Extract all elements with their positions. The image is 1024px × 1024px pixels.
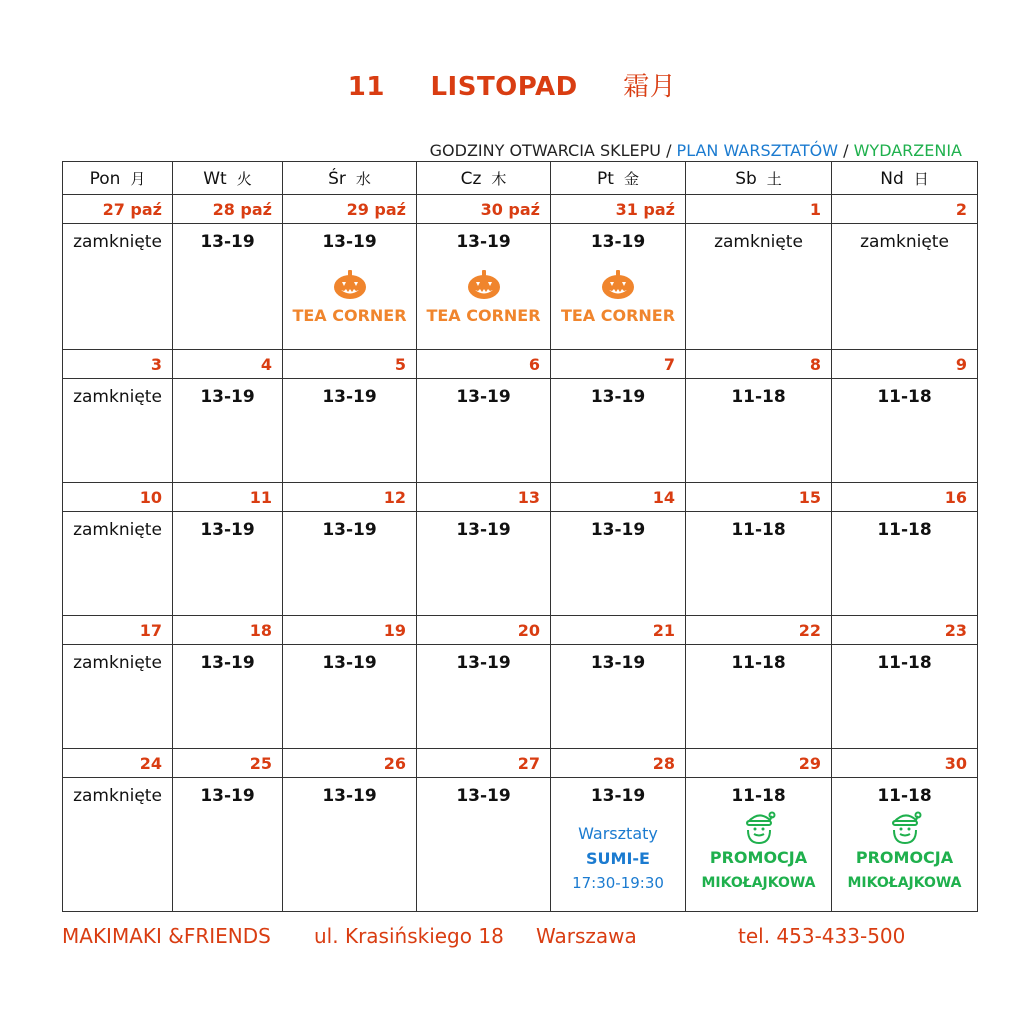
- calendar-title: [0, 66, 1024, 103]
- date-label: 4: [173, 350, 283, 379]
- day-cell: [686, 379, 832, 483]
- date-label: 28: [551, 749, 686, 778]
- opening-hours: 13-19: [590, 653, 646, 673]
- day-cell: [686, 224, 832, 350]
- workshop-name: SUMI-E: [586, 849, 650, 868]
- day-cell: [417, 224, 551, 350]
- footer-phone: tel. 453-433-500: [738, 924, 906, 948]
- day-cell: [63, 379, 173, 483]
- weekday-mon: Pon 月: [63, 162, 173, 195]
- date-label: 30 paź: [417, 195, 551, 224]
- day-cell: [832, 778, 978, 912]
- day-cell: [832, 645, 978, 749]
- weekday-sun: Nd 日: [832, 162, 978, 195]
- month-number: 11: [347, 72, 385, 102]
- promo-line2: MIKOŁAJKOWA: [847, 875, 962, 891]
- opening-hours: 13-19: [456, 653, 511, 673]
- closed-label: zamknięte: [73, 653, 162, 673]
- footer-shop-name: MAKIMAKI &FRIENDS: [62, 924, 271, 948]
- closed-label: zamknięte: [714, 232, 803, 252]
- day-cell: [283, 512, 417, 616]
- weekday-wed: Śr 水: [283, 162, 417, 195]
- day-cell: [417, 512, 551, 616]
- closed-label: zamknięte: [73, 387, 162, 407]
- day-cell: [283, 645, 417, 749]
- opening-hours: 13-19: [590, 387, 646, 407]
- day-cell: [551, 778, 686, 912]
- date-label: 20: [417, 616, 551, 645]
- week-5-dates: [63, 749, 978, 778]
- calendar-grid: [62, 161, 978, 912]
- promo-line2: MIKOŁAJKOWA: [701, 875, 816, 891]
- tea-corner-label: TEA CORNER: [560, 306, 676, 325]
- footer-city: Warszawa: [536, 924, 637, 948]
- promo-line1: PROMOCJA: [709, 848, 808, 867]
- weekday-tue: Wt 火: [173, 162, 283, 195]
- pumpkin-icon: [333, 270, 367, 300]
- footer: [62, 924, 962, 952]
- opening-hours: 13-19: [200, 520, 255, 540]
- day-cell: [686, 512, 832, 616]
- pumpkin-icon: [467, 270, 501, 300]
- legend: [430, 141, 962, 160]
- date-label: 8: [686, 350, 832, 379]
- opening-hours: 13-19: [456, 520, 511, 540]
- opening-hours: 13-19: [322, 786, 377, 806]
- day-cell: [832, 224, 978, 350]
- date-label: 29: [686, 749, 832, 778]
- legend-separator: /: [838, 141, 854, 160]
- legend-workshops: PLAN WARSZTATÓW: [676, 141, 839, 160]
- day-cell: [63, 645, 173, 749]
- opening-hours: 11-18: [877, 653, 932, 673]
- tea-corner-label: TEA CORNER: [292, 306, 407, 325]
- date-label: 3: [63, 350, 173, 379]
- legend-events: WYDARZENIA: [853, 141, 962, 160]
- day-cell: [686, 645, 832, 749]
- day-cell: [173, 512, 283, 616]
- date-label: 21: [551, 616, 686, 645]
- week-5-content: [63, 778, 978, 912]
- day-cell: [686, 778, 832, 912]
- opening-hours: 13-19: [590, 520, 646, 540]
- opening-hours: 13-19: [456, 232, 511, 252]
- legend-separator: /: [660, 141, 677, 160]
- date-label: 19: [283, 616, 417, 645]
- weekday-fri: Pt 金: [551, 162, 686, 195]
- date-label: 18: [173, 616, 283, 645]
- opening-hours: 13-19: [322, 653, 377, 673]
- day-cell: [173, 645, 283, 749]
- date-label: 7: [551, 350, 686, 379]
- date-label: 28 paź: [173, 195, 283, 224]
- footer-address: ul. Krasińskiego 18: [314, 924, 504, 948]
- day-cell: [63, 224, 173, 350]
- opening-hours: 11-18: [731, 653, 786, 673]
- opening-hours: 13-19: [200, 387, 255, 407]
- day-cell: [63, 778, 173, 912]
- santa-icon: [888, 810, 922, 844]
- closed-label: zamknięte: [73, 520, 162, 540]
- date-label: 10: [63, 483, 173, 512]
- santa-icon: [742, 810, 776, 844]
- week-1-content: [63, 224, 978, 350]
- date-label: 15: [686, 483, 832, 512]
- weekday-header: [63, 162, 978, 195]
- day-cell: [283, 224, 417, 350]
- date-label: 30: [832, 749, 978, 778]
- day-cell: [173, 379, 283, 483]
- day-cell: [283, 379, 417, 483]
- opening-hours: 13-19: [590, 786, 646, 806]
- opening-hours: 13-19: [322, 520, 377, 540]
- date-label: 26: [283, 749, 417, 778]
- weekday-sat: Sb 土: [686, 162, 832, 195]
- opening-hours: 13-19: [456, 786, 511, 806]
- date-label: 31 paź: [551, 195, 686, 224]
- opening-hours: 13-19: [200, 232, 255, 252]
- week-2-dates: [63, 350, 978, 379]
- date-label: 9: [832, 350, 978, 379]
- date-label: 11: [173, 483, 283, 512]
- date-label: 1: [686, 195, 832, 224]
- pumpkin-icon: [601, 270, 635, 300]
- opening-hours: 11-18: [877, 387, 932, 407]
- date-label: 22: [686, 616, 832, 645]
- month-kanji: 霜月: [623, 72, 677, 102]
- week-2-content: [63, 379, 978, 483]
- date-label: 14: [551, 483, 686, 512]
- date-label: 2: [832, 195, 978, 224]
- day-cell: [173, 224, 283, 350]
- date-label: 17: [63, 616, 173, 645]
- day-cell: [417, 645, 551, 749]
- opening-hours: 11-18: [731, 786, 786, 806]
- day-cell: [551, 512, 686, 616]
- day-cell: [551, 224, 686, 350]
- day-cell: [832, 512, 978, 616]
- day-cell: [173, 778, 283, 912]
- opening-hours: 13-19: [322, 387, 377, 407]
- workshop-time: 17:30-19:30: [572, 874, 664, 892]
- date-label: 27 paź: [63, 195, 173, 224]
- day-cell: [63, 512, 173, 616]
- month-name: LISTOPAD: [430, 72, 578, 102]
- date-label: 13: [417, 483, 551, 512]
- date-label: 16: [832, 483, 978, 512]
- date-label: 24: [63, 749, 173, 778]
- date-label: 12: [283, 483, 417, 512]
- tea-corner-label: TEA CORNER: [426, 306, 541, 325]
- opening-hours: 11-18: [731, 520, 786, 540]
- legend-hours: GODZINY OTWARCIA SKLEPU: [429, 141, 661, 160]
- opening-hours: 13-19: [200, 653, 255, 673]
- week-3-dates: [63, 483, 978, 512]
- day-cell: [283, 778, 417, 912]
- weekday-thu: Cz 木: [417, 162, 551, 195]
- day-cell: [417, 379, 551, 483]
- date-label: 5: [283, 350, 417, 379]
- date-label: 6: [417, 350, 551, 379]
- week-1-dates: [63, 195, 978, 224]
- closed-label: zamknięte: [73, 786, 162, 806]
- opening-hours: 13-19: [322, 232, 377, 252]
- opening-hours: 13-19: [200, 786, 255, 806]
- opening-hours: 11-18: [731, 387, 786, 407]
- closed-label: zamknięte: [860, 232, 949, 252]
- date-label: 23: [832, 616, 978, 645]
- week-3-content: [63, 512, 978, 616]
- closed-label: zamknięte: [73, 232, 162, 252]
- opening-hours: 13-19: [456, 387, 511, 407]
- promo-line1: PROMOCJA: [855, 848, 954, 867]
- day-cell: [551, 379, 686, 483]
- date-label: 25: [173, 749, 283, 778]
- date-label: 29 paź: [283, 195, 417, 224]
- opening-hours: 11-18: [877, 520, 932, 540]
- day-cell: [551, 645, 686, 749]
- week-4-dates: [63, 616, 978, 645]
- workshop-title: Warsztaty: [578, 824, 658, 843]
- opening-hours: 13-19: [590, 232, 646, 252]
- day-cell: [417, 778, 551, 912]
- week-4-content: [63, 645, 978, 749]
- date-label: 27: [417, 749, 551, 778]
- day-cell: [832, 379, 978, 483]
- opening-hours: 11-18: [877, 786, 932, 806]
